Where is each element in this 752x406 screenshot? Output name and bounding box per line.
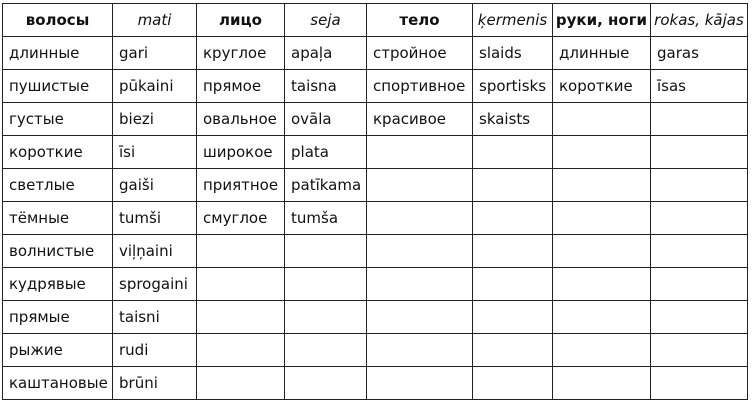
table-cell: широкое [197, 136, 285, 169]
table-cell [197, 235, 285, 268]
table-cell: спортивное [367, 70, 473, 103]
table-cell: тёмные [3, 202, 113, 235]
table-cell: tumša [285, 202, 367, 235]
table-cell: sportisks [473, 70, 553, 103]
table-row [3, 235, 748, 268]
table-cell [197, 301, 285, 334]
table-cell [367, 169, 473, 202]
table-cell [473, 268, 553, 301]
table-cell [553, 136, 651, 169]
table-cell [651, 301, 748, 334]
table-cell: ovāla [285, 103, 367, 136]
table-row [3, 70, 748, 103]
table-cell [367, 334, 473, 367]
column-header-ru: лицо [197, 4, 285, 37]
table-cell [367, 301, 473, 334]
table-cell: viļņaini [113, 235, 197, 268]
table-cell [651, 334, 748, 367]
table-cell: короткие [3, 136, 113, 169]
table-cell [285, 367, 367, 400]
table-cell: taisni [113, 301, 197, 334]
table-cell [553, 103, 651, 136]
table-row [3, 367, 748, 400]
table-cell [553, 301, 651, 334]
table-cell: skaists [473, 103, 553, 136]
table-cell [197, 334, 285, 367]
table-cell [473, 169, 553, 202]
table-cell: brūni [113, 367, 197, 400]
table-cell [285, 301, 367, 334]
table-cell: приятное [197, 169, 285, 202]
table-cell [553, 169, 651, 202]
table-cell: pūkaini [113, 70, 197, 103]
table-cell [473, 301, 553, 334]
table-cell: волнистые [3, 235, 113, 268]
table-body [3, 37, 748, 400]
table-cell [285, 268, 367, 301]
table-cell [553, 202, 651, 235]
table-row [3, 268, 748, 301]
table-cell [651, 268, 748, 301]
table-cell: светлые [3, 169, 113, 202]
table-cell [197, 268, 285, 301]
table-row [3, 334, 748, 367]
header-row [3, 4, 748, 37]
column-header-lv: mati [113, 4, 197, 37]
table-cell [473, 367, 553, 400]
column-header-ru: волосы [3, 4, 113, 37]
table-cell: slaids [473, 37, 553, 70]
table-cell: rudi [113, 334, 197, 367]
table-cell [651, 235, 748, 268]
table-cell: рыжие [3, 334, 113, 367]
table-row [3, 202, 748, 235]
table-cell [367, 202, 473, 235]
table-cell [651, 367, 748, 400]
table-cell: patīkama [285, 169, 367, 202]
table-cell [473, 334, 553, 367]
vocabulary-table [2, 3, 748, 400]
table-cell: biezi [113, 103, 197, 136]
table-row [3, 136, 748, 169]
column-header-lv: rokas, kājas [651, 4, 748, 37]
table-cell: овальное [197, 103, 285, 136]
table-row [3, 103, 748, 136]
table-cell: īsas [651, 70, 748, 103]
table-cell [553, 367, 651, 400]
table-cell [285, 334, 367, 367]
table-cell: длинные [3, 37, 113, 70]
table-cell [553, 334, 651, 367]
table-cell [553, 235, 651, 268]
table-cell: taisna [285, 70, 367, 103]
table-cell: прямые [3, 301, 113, 334]
table-cell: каштановые [3, 367, 113, 400]
table-row [3, 37, 748, 70]
table-cell: круглое [197, 37, 285, 70]
table-cell [651, 169, 748, 202]
table-cell: gaiši [113, 169, 197, 202]
table-cell [367, 136, 473, 169]
table-cell: gari [113, 37, 197, 70]
table-cell: īsi [113, 136, 197, 169]
table-cell [367, 235, 473, 268]
table-cell: пушистые [3, 70, 113, 103]
table-row [3, 169, 748, 202]
table-cell [553, 268, 651, 301]
column-header-ru: тело [367, 4, 473, 37]
table-cell: длинные [553, 37, 651, 70]
table-cell: tumši [113, 202, 197, 235]
table-cell [367, 268, 473, 301]
column-header-ru: руки, ноги [553, 4, 651, 37]
table-cell [651, 103, 748, 136]
table-cell: apaļa [285, 37, 367, 70]
table-row [3, 301, 748, 334]
table-cell: sprogaini [113, 268, 197, 301]
table-cell [473, 202, 553, 235]
table-cell: кудрявые [3, 268, 113, 301]
table-cell: прямое [197, 70, 285, 103]
table-cell [651, 202, 748, 235]
table-cell [197, 367, 285, 400]
table-cell [285, 235, 367, 268]
column-header-lv: ķermenis [473, 4, 553, 37]
table-cell: густые [3, 103, 113, 136]
table-cell [473, 235, 553, 268]
table-cell: короткие [553, 70, 651, 103]
table-cell: plata [285, 136, 367, 169]
table-cell: смуглое [197, 202, 285, 235]
table-cell: красивое [367, 103, 473, 136]
table-cell: стройное [367, 37, 473, 70]
table-cell [367, 367, 473, 400]
column-header-lv: seja [285, 4, 367, 37]
table-cell [473, 136, 553, 169]
table-cell [651, 136, 748, 169]
table-cell: garas [651, 37, 748, 70]
